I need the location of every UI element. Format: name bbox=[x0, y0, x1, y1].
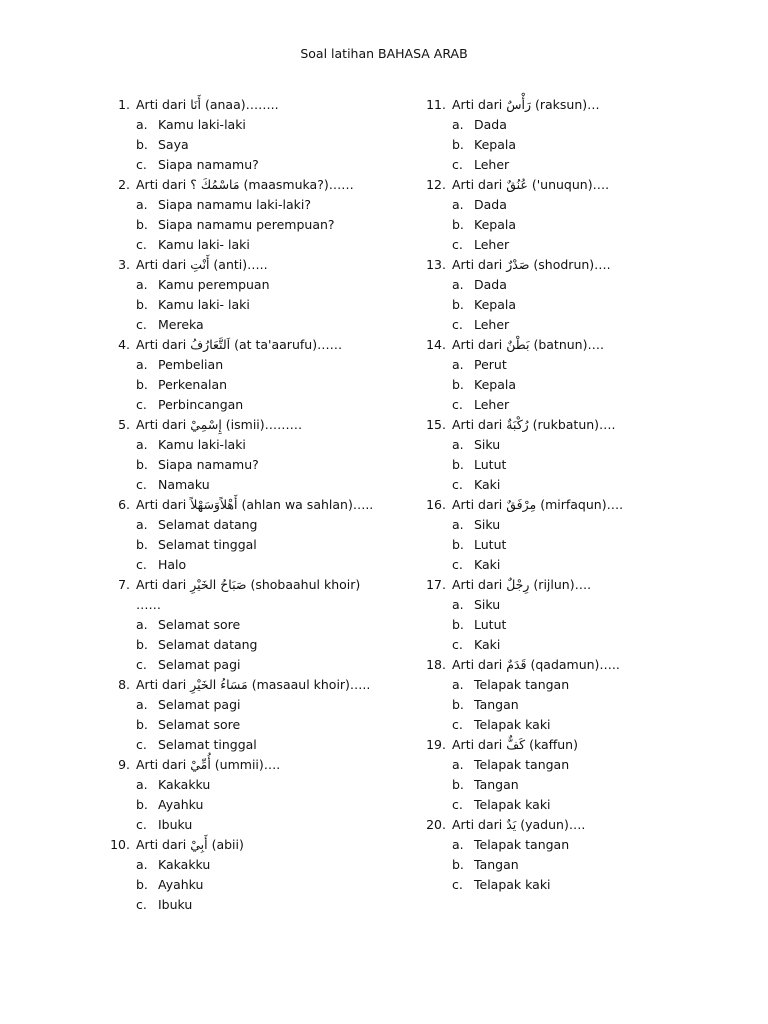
option-letter: a. bbox=[136, 697, 148, 712]
option-letter: a. bbox=[452, 597, 464, 612]
question-line bbox=[424, 335, 724, 355]
option-letter: b. bbox=[452, 217, 464, 232]
question-number: 11. bbox=[426, 97, 446, 112]
option-text: Kamu laki- laki bbox=[158, 237, 250, 252]
question-item bbox=[108, 675, 408, 755]
option-text: Selamat sore bbox=[158, 617, 241, 632]
option-text: Dada bbox=[474, 117, 507, 132]
question-line bbox=[108, 335, 408, 355]
option-letter: c. bbox=[452, 317, 463, 332]
option-text: Kepala bbox=[474, 377, 516, 392]
option-letter: c. bbox=[136, 237, 147, 252]
option-text: Tangan bbox=[474, 857, 519, 872]
option-letter: b. bbox=[136, 537, 148, 552]
option-letter: b. bbox=[136, 717, 148, 732]
option-letter: a. bbox=[136, 437, 148, 452]
question-text: Arti dari أَبِيْ (abii) bbox=[136, 837, 244, 852]
answer-option bbox=[424, 235, 724, 255]
option-text: Selamat tinggal bbox=[158, 537, 257, 552]
option-text: Telapak kaki bbox=[474, 797, 551, 812]
question-number: 9. bbox=[118, 757, 130, 772]
option-letter: c. bbox=[452, 397, 463, 412]
question-text: Arti dari رَأْسٌ (raksun)… bbox=[452, 97, 600, 112]
answer-option bbox=[108, 235, 408, 255]
option-letter: a. bbox=[136, 617, 148, 632]
option-text: Tangan bbox=[474, 697, 519, 712]
option-text: Kamu laki-laki bbox=[158, 437, 246, 452]
answer-option bbox=[424, 615, 724, 635]
option-text: Lutut bbox=[474, 457, 507, 472]
option-letter: a. bbox=[452, 757, 464, 772]
question-text: Arti dari مَسَاءُ الخَيْرِ (masaaul khoir)….. bbox=[136, 677, 371, 692]
option-letter: a. bbox=[136, 117, 148, 132]
option-text: Ayahku bbox=[158, 797, 204, 812]
option-text: Kepala bbox=[474, 217, 516, 232]
question-text: Arti dari صَدْرٌ (shodrun)…. bbox=[452, 257, 611, 272]
question-line bbox=[424, 255, 724, 275]
option-letter: a. bbox=[452, 437, 464, 452]
answer-option bbox=[424, 355, 724, 375]
question-text: Arti dari يَدٌ (yadun)…. bbox=[452, 817, 586, 832]
answer-option bbox=[108, 375, 408, 395]
question-number: 13. bbox=[426, 257, 446, 272]
option-letter: a. bbox=[452, 357, 464, 372]
question-number: 10. bbox=[110, 837, 130, 852]
option-letter: b. bbox=[136, 377, 148, 392]
question-item bbox=[424, 95, 724, 175]
option-text: Selamat pagi bbox=[158, 657, 241, 672]
option-text: Dada bbox=[474, 277, 507, 292]
answer-option bbox=[424, 595, 724, 615]
question-line bbox=[108, 755, 408, 775]
question-item bbox=[424, 175, 724, 255]
question-number: 8. bbox=[118, 677, 130, 692]
answer-option bbox=[108, 195, 408, 215]
answer-option bbox=[424, 855, 724, 875]
option-text: Leher bbox=[474, 397, 510, 412]
answer-option bbox=[424, 715, 724, 735]
question-text: Arti dari كَفٌّ (kaffun) bbox=[452, 737, 578, 752]
option-letter: c. bbox=[136, 557, 147, 572]
question-number: 6. bbox=[118, 497, 130, 512]
option-letter: c. bbox=[452, 157, 463, 172]
option-text: Leher bbox=[474, 317, 510, 332]
option-letter: b. bbox=[136, 877, 148, 892]
answer-option bbox=[108, 275, 408, 295]
answer-option bbox=[424, 875, 724, 895]
question-number: 16. bbox=[426, 497, 446, 512]
option-text: Tangan bbox=[474, 777, 519, 792]
option-text: Lutut bbox=[474, 617, 507, 632]
option-letter: b. bbox=[136, 217, 148, 232]
answer-option bbox=[424, 115, 724, 135]
answer-option bbox=[108, 295, 408, 315]
question-item bbox=[108, 335, 408, 415]
question-text: Arti dari إِسْمِيْ (ismii)……… bbox=[136, 417, 303, 432]
answer-option bbox=[108, 395, 408, 415]
option-letter: b. bbox=[136, 797, 148, 812]
question-text: Arti dari أُمِّيْ (ummii)…. bbox=[136, 757, 281, 772]
option-letter: b. bbox=[136, 137, 148, 152]
question-item bbox=[424, 335, 724, 415]
option-text: Leher bbox=[474, 157, 510, 172]
question-line bbox=[424, 175, 724, 195]
option-text: Siapa namamu perempuan? bbox=[158, 217, 335, 232]
answer-option bbox=[108, 555, 408, 575]
option-text: Saya bbox=[158, 137, 189, 152]
option-text: Leher bbox=[474, 237, 510, 252]
option-text: Ayahku bbox=[158, 877, 204, 892]
option-letter: a. bbox=[452, 117, 464, 132]
answer-option bbox=[424, 315, 724, 335]
option-letter: b. bbox=[136, 297, 148, 312]
question-item bbox=[108, 835, 408, 915]
question-number: 4. bbox=[118, 337, 130, 352]
question-text: Arti dari قَدَمٌ (qadamun)….. bbox=[452, 657, 620, 672]
page-title: Soal latihan BAHASA ARAB bbox=[300, 46, 468, 61]
question-number: 14. bbox=[426, 337, 446, 352]
option-text: Dada bbox=[474, 197, 507, 212]
question-number: 20. bbox=[426, 817, 446, 832]
question-text: Arti dari مِرْفَقٌ (mirfaqun)…. bbox=[452, 497, 624, 512]
option-letter: a. bbox=[452, 197, 464, 212]
option-letter: c. bbox=[136, 737, 147, 752]
answer-option bbox=[108, 135, 408, 155]
option-letter: a. bbox=[136, 777, 148, 792]
question-text: Arti dari مَاسْمُكَ ؟ (maasmuka?)…… bbox=[136, 177, 354, 192]
option-letter: c. bbox=[136, 897, 147, 912]
option-text: Kamu perempuan bbox=[158, 277, 270, 292]
question-line bbox=[424, 415, 724, 435]
question-line bbox=[108, 415, 408, 435]
answer-option bbox=[108, 895, 408, 915]
option-text: Kakakku bbox=[158, 857, 211, 872]
answer-option bbox=[424, 475, 724, 495]
question-text: Arti dari رِجْلٌ (rijlun)…. bbox=[452, 577, 592, 592]
option-letter: c. bbox=[136, 477, 147, 492]
question-text: Arti dari أَنْتِ (anti)….. bbox=[136, 257, 268, 272]
option-letter: c. bbox=[136, 317, 147, 332]
option-text: Namaku bbox=[158, 477, 210, 492]
option-text: Telapak kaki bbox=[474, 717, 551, 732]
option-text: Ibuku bbox=[158, 897, 193, 912]
question-line bbox=[424, 95, 724, 115]
option-text: Kepala bbox=[474, 137, 516, 152]
option-letter: b. bbox=[452, 857, 464, 872]
answer-option bbox=[424, 695, 724, 715]
question-line bbox=[108, 255, 408, 275]
answer-option bbox=[424, 295, 724, 315]
option-text: Kaki bbox=[474, 477, 501, 492]
option-text: Kamu laki-laki bbox=[158, 117, 246, 132]
answer-option bbox=[424, 635, 724, 655]
question-number: 18. bbox=[426, 657, 446, 672]
answer-option bbox=[424, 135, 724, 155]
option-text: Siapa namamu? bbox=[158, 157, 259, 172]
option-text: Telapak tangan bbox=[474, 757, 570, 772]
question-line bbox=[108, 575, 408, 595]
answer-option bbox=[424, 155, 724, 175]
option-letter: a. bbox=[452, 277, 464, 292]
option-letter: a. bbox=[136, 277, 148, 292]
question-line bbox=[424, 735, 724, 755]
question-text: Arti dari رُكْبَةٌ (rukbatun)…. bbox=[452, 417, 616, 432]
option-letter: b. bbox=[136, 457, 148, 472]
answer-option bbox=[108, 615, 408, 635]
answer-option bbox=[108, 775, 408, 795]
answer-option bbox=[424, 795, 724, 815]
question-item bbox=[424, 735, 724, 815]
option-letter: a. bbox=[136, 197, 148, 212]
question-number: 12. bbox=[426, 177, 446, 192]
question-text: Arti dari أَنَا (anaa)…….. bbox=[136, 97, 279, 112]
question-text: Arti dari أَهْلاًوَسَهْلاً (ahlan wa sahlan)….. bbox=[136, 497, 374, 512]
option-text: Siku bbox=[474, 517, 501, 532]
question-item bbox=[424, 655, 724, 735]
option-text: Halo bbox=[158, 557, 187, 572]
answer-option bbox=[108, 215, 408, 235]
option-letter: c. bbox=[136, 657, 147, 672]
question-item bbox=[424, 255, 724, 335]
answer-option bbox=[424, 275, 724, 295]
question-text: Arti dari صَبَاحُ الخَيْرِ (shobaahul khoir) bbox=[136, 577, 361, 592]
option-text: Lutut bbox=[474, 537, 507, 552]
question-text: Arti dari عُنُقٌ ('unuqun)…. bbox=[452, 177, 610, 192]
question-number: 1. bbox=[118, 97, 130, 112]
option-letter: b. bbox=[452, 537, 464, 552]
question-line bbox=[108, 95, 408, 115]
option-letter: b. bbox=[452, 457, 464, 472]
option-letter: b. bbox=[136, 637, 148, 652]
option-text: Perkenalan bbox=[158, 377, 228, 392]
option-letter: c. bbox=[136, 397, 147, 412]
option-letter: b. bbox=[452, 697, 464, 712]
option-text: Telapak kaki bbox=[474, 877, 551, 892]
answer-option bbox=[424, 755, 724, 775]
answer-option bbox=[108, 435, 408, 455]
answer-option bbox=[108, 815, 408, 835]
answer-option bbox=[424, 675, 724, 695]
option-text: Telapak tangan bbox=[474, 677, 570, 692]
answer-option bbox=[424, 515, 724, 535]
option-letter: c. bbox=[452, 877, 463, 892]
option-letter: c. bbox=[452, 557, 463, 572]
option-letter: a. bbox=[452, 677, 464, 692]
option-text: Selamat pagi bbox=[158, 697, 241, 712]
option-letter: a. bbox=[136, 857, 148, 872]
question-text: Arti dari بَطْنٌ (batnun)…. bbox=[452, 337, 604, 352]
option-letter: b. bbox=[452, 377, 464, 392]
question-number: 19. bbox=[426, 737, 446, 752]
option-letter: a. bbox=[136, 357, 148, 372]
option-letter: c. bbox=[136, 157, 147, 172]
answer-option bbox=[424, 535, 724, 555]
option-text: Telapak tangan bbox=[474, 837, 570, 852]
question-line bbox=[424, 655, 724, 675]
answer-option bbox=[424, 435, 724, 455]
option-letter: b. bbox=[452, 617, 464, 632]
option-text: Selamat datang bbox=[158, 637, 258, 652]
option-letter: b. bbox=[452, 777, 464, 792]
answer-option bbox=[424, 375, 724, 395]
option-letter: a. bbox=[136, 517, 148, 532]
question-item bbox=[108, 175, 408, 255]
option-text: Siapa namamu? bbox=[158, 457, 259, 472]
question-line bbox=[108, 175, 408, 195]
option-letter: b. bbox=[452, 297, 464, 312]
option-letter: c. bbox=[452, 797, 463, 812]
answer-option bbox=[424, 555, 724, 575]
option-text: Ibuku bbox=[158, 817, 193, 832]
question-item bbox=[108, 495, 408, 575]
question-number: 5. bbox=[118, 417, 130, 432]
option-text: Selamat sore bbox=[158, 717, 241, 732]
option-text: Kaki bbox=[474, 637, 501, 652]
option-text: Kamu laki- laki bbox=[158, 297, 250, 312]
option-text: Perut bbox=[474, 357, 507, 372]
question-item bbox=[108, 255, 408, 335]
answer-option bbox=[424, 395, 724, 415]
answer-option bbox=[108, 855, 408, 875]
answer-option bbox=[424, 215, 724, 235]
answer-option bbox=[424, 195, 724, 215]
question-item bbox=[424, 575, 724, 655]
option-text: Selamat datang bbox=[158, 517, 258, 532]
answer-option bbox=[108, 795, 408, 815]
answer-option bbox=[108, 655, 408, 675]
question-text-continuation: …… bbox=[136, 597, 161, 612]
option-text: Siku bbox=[474, 437, 501, 452]
question-item bbox=[424, 495, 724, 575]
option-text: Pembelian bbox=[158, 357, 224, 372]
question-line bbox=[424, 575, 724, 595]
answer-option bbox=[108, 635, 408, 655]
question-text: Arti dari اَلتَّعَارُفُ (at ta'aarufu)…… bbox=[136, 337, 343, 352]
option-letter: c. bbox=[452, 237, 463, 252]
option-text: Kaki bbox=[474, 557, 501, 572]
question-line bbox=[424, 815, 724, 835]
question-number: 3. bbox=[118, 257, 130, 272]
question-number: 15. bbox=[426, 417, 446, 432]
option-text: Kakakku bbox=[158, 777, 211, 792]
answer-option bbox=[108, 715, 408, 735]
question-column-right bbox=[424, 95, 724, 895]
option-letter: c. bbox=[452, 477, 463, 492]
answer-option bbox=[108, 875, 408, 895]
answer-option bbox=[108, 515, 408, 535]
question-item bbox=[108, 95, 408, 175]
question-item bbox=[108, 415, 408, 495]
option-text: Kepala bbox=[474, 297, 516, 312]
question-line bbox=[424, 495, 724, 515]
option-text: Selamat tinggal bbox=[158, 737, 257, 752]
option-letter: b. bbox=[452, 137, 464, 152]
question-number: 7. bbox=[118, 577, 130, 592]
option-letter: c. bbox=[452, 637, 463, 652]
option-letter: c. bbox=[136, 817, 147, 832]
answer-option bbox=[108, 455, 408, 475]
answer-option bbox=[108, 735, 408, 755]
option-letter: c. bbox=[452, 717, 463, 732]
answer-option bbox=[108, 695, 408, 715]
answer-option bbox=[424, 455, 724, 475]
question-item bbox=[108, 755, 408, 835]
question-item bbox=[424, 415, 724, 495]
question-number: 17. bbox=[426, 577, 446, 592]
answer-option bbox=[108, 355, 408, 375]
question-item bbox=[108, 575, 408, 675]
answer-option bbox=[424, 775, 724, 795]
answer-option bbox=[108, 475, 408, 495]
question-line bbox=[108, 495, 408, 515]
question-item bbox=[424, 815, 724, 895]
question-column-left bbox=[108, 95, 408, 915]
option-text: Mereka bbox=[158, 317, 204, 332]
option-letter: a. bbox=[452, 837, 464, 852]
option-text: Perbincangan bbox=[158, 397, 244, 412]
option-text: Siku bbox=[474, 597, 501, 612]
answer-option bbox=[108, 315, 408, 335]
option-letter: a. bbox=[452, 517, 464, 532]
answer-option bbox=[108, 115, 408, 135]
option-text: Siapa namamu laki-laki? bbox=[158, 197, 311, 212]
question-number: 2. bbox=[118, 177, 130, 192]
question-line bbox=[108, 675, 408, 695]
answer-option bbox=[424, 835, 724, 855]
answer-option bbox=[108, 155, 408, 175]
answer-option bbox=[108, 535, 408, 555]
question-line bbox=[108, 835, 408, 855]
